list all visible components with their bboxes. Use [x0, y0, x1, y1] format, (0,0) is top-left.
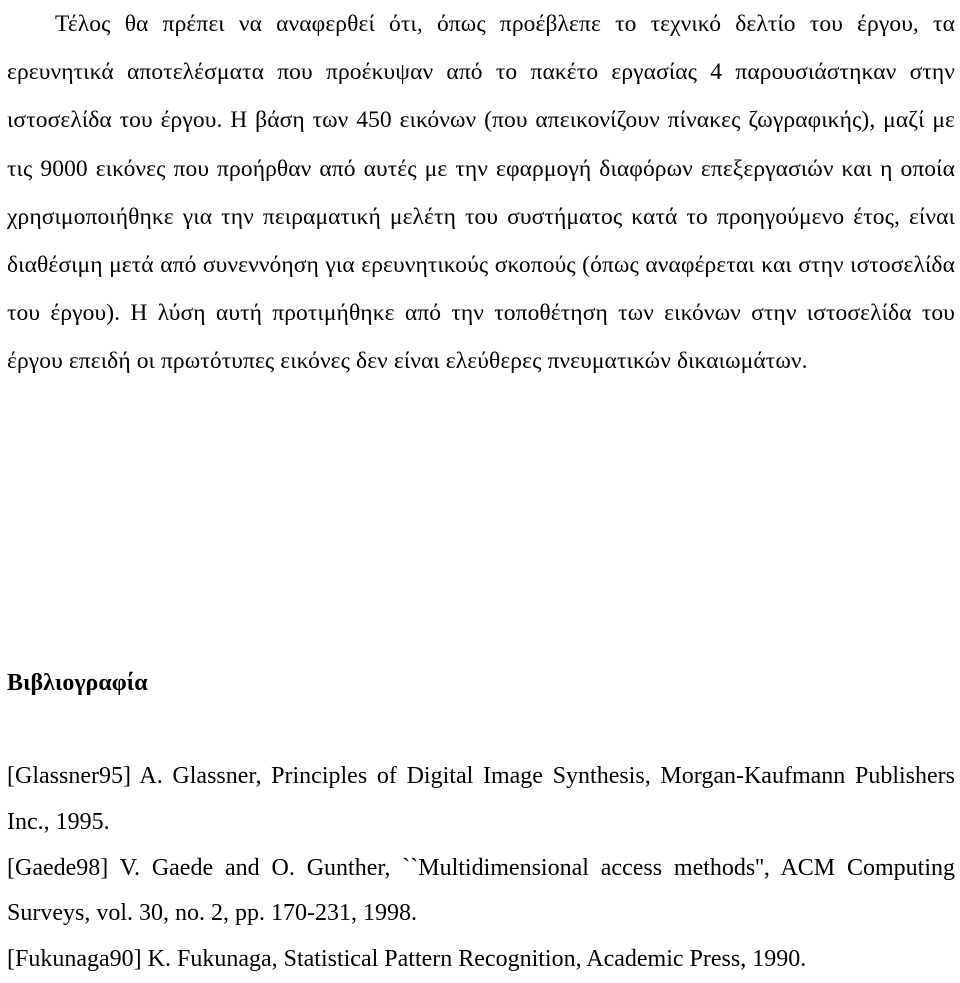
reference-fukunaga90: [Fukunaga90] K. Fukunaga, Statistical Pattern Recognition, Academic Press, 1990.	[7, 946, 807, 973]
body-paragraph: Τέλος θα πρέπει να αναφερθεί ότι, όπως προέβλεπε το τεχνικό δελτίο του έργου, τα ερευνητικά αποτελέσματα που προέκυψαν από το πακέτο εργασίας 4 παρουσιάστηκαν στην ιστοσελίδα του έργου. Η βάση των 450 εικόνων (που απεικονίζουν πίνακες ζωγραφικής), μαζί με τις 9000 εικόνες που προήρθαν από αυτές με την εφαρμογή διαφόρων επεξεργασιών και η οποία χρησιμοποιήθηκε για την πειραματική μελέτη του συστήματος κατά το προηγούμενο έτος, είναι διαθέσιμη μετά από συνεννόηση για ερευνητικούς σκοπούς (όπως αναφέρεται και στην ιστοσελίδα του έργου). Η λύση αυτή προτιμήθηκε από την τοποθέτηση των εικόνων στην ιστοσελίδα του έργου επειδή οι πρωτότυπες εικόνες δεν είναι ελεύθερες πνευματικών δικαιωμάτων.	[7, 11, 955, 375]
reference-gaede98: [Gaede98] V. Gaede and O. Gunther, ``Multidimensional access methods'', ACM Computing Surveys, vol. 30, no. 2, pp. 170-231, 1998.	[7, 854, 955, 927]
bibliography-heading: Βιβλιογραφία	[7, 670, 148, 696]
reference-list	[7, 754, 955, 983]
reference-glassner95: [Glassner95] A. Glassner, Principles of Digital Image Synthesis, Morgan-Kaufmann Publishers Inc., 1995.	[7, 763, 955, 835]
